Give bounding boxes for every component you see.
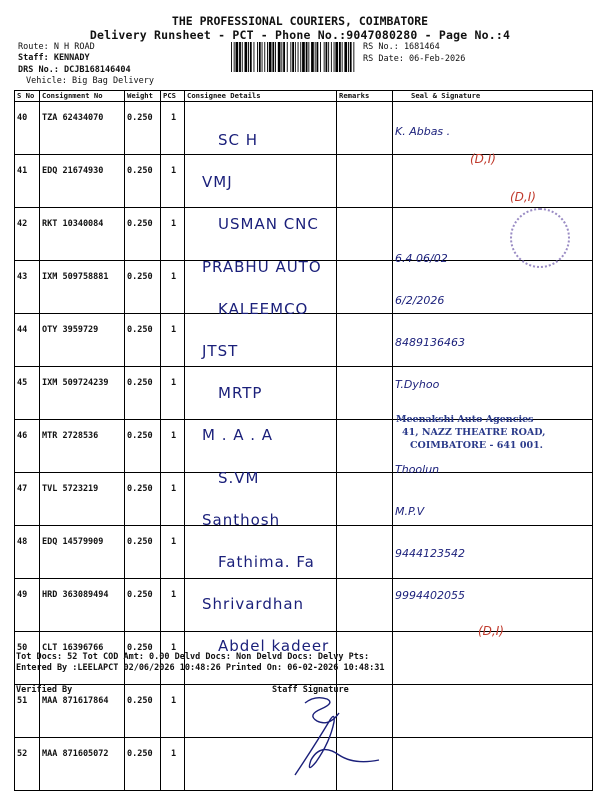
col-remarks: Remarks <box>337 91 393 102</box>
barcode-icon <box>231 42 357 72</box>
row-consignment: IXM 509724239 <box>40 367 125 420</box>
barcode-bar <box>342 42 343 72</box>
consignee-handwritten-name: Fathima. Fa <box>218 553 315 571</box>
row-remarks <box>337 208 393 261</box>
table-header-row <box>15 91 593 102</box>
consignee-handwritten-name: S.VM <box>218 468 260 487</box>
staff-label: Staff: KENNADY <box>18 53 90 63</box>
row-pcs: 1 <box>161 579 185 632</box>
barcode-bar <box>283 42 285 72</box>
row-sno: 40 <box>15 102 40 155</box>
row-sno: 41 <box>15 155 40 208</box>
barcode-bar <box>262 42 263 72</box>
verified-by-label: Verified By <box>16 685 73 695</box>
row-pcs: 1 <box>161 367 185 420</box>
row-pcs: 1 <box>161 102 185 155</box>
row-consignment: OTY 3959729 <box>40 314 125 367</box>
receiver-signature: T.Dyhoo <box>395 378 440 392</box>
row-weight: 0.250 <box>125 208 161 261</box>
staff-signature-label: Staff Signature <box>272 685 349 695</box>
barcode-bar <box>302 42 305 72</box>
row-sno: 46 <box>15 420 40 473</box>
col-seal: Seal & Signature <box>393 91 593 102</box>
barcode-bar <box>344 42 347 72</box>
row-consignment: MAA 871617864 <box>40 685 125 738</box>
col-pcs: PCS <box>161 91 185 102</box>
drs-label: DRS No.: DCJB168146404 <box>18 65 131 75</box>
footer-entered: Entered By :LEELAPCT 02/06/2026 10:48:26 Printed On: 06-02-2026 10:48:31 <box>16 663 385 673</box>
barcode-bar <box>234 42 235 72</box>
row-weight: 0.250 <box>125 685 161 738</box>
agency-stamp <box>396 413 545 452</box>
consignee-handwritten-name: VMJ <box>202 173 233 192</box>
row-remarks <box>337 473 393 526</box>
barcode-bar <box>239 42 241 72</box>
receiver-signature: 6/2/2026 <box>395 293 445 307</box>
receiver-signature: 9444123542 <box>395 547 465 560</box>
row-weight: 0.250 <box>125 261 161 314</box>
stamp-line-2: 41, NAZZ THEATRE ROAD, <box>402 427 546 438</box>
barcode-bar <box>306 42 308 72</box>
row-remarks <box>337 579 393 632</box>
row-remarks <box>337 526 393 579</box>
row-consignee <box>185 102 337 155</box>
barcode-bar <box>311 42 314 72</box>
barcode-bar <box>335 42 338 72</box>
row-pcs: 1 <box>161 738 185 791</box>
row-sno: 47 <box>15 473 40 526</box>
consignee-handwritten-name: SC H <box>218 131 259 149</box>
row-weight: 0.250 <box>125 155 161 208</box>
barcode-bar <box>236 42 239 72</box>
consignee-handwritten-name: MRTP <box>218 384 263 403</box>
barcode-bar <box>353 42 354 72</box>
row-remarks <box>337 155 393 208</box>
receiver-signature: Thoolun <box>395 462 440 476</box>
red-mark-icon: (D,I) <box>470 152 496 166</box>
staff-signature-icon <box>285 693 395 788</box>
barcode-bar <box>339 42 341 72</box>
consignee-handwritten-name: PRABHU AUTO <box>202 257 322 276</box>
row-weight: 0.250 <box>125 367 161 420</box>
row-pcs: 1 <box>161 261 185 314</box>
barcode-bar <box>308 42 309 72</box>
table-row <box>15 367 593 420</box>
row-consignment: EDQ 14579909 <box>40 526 125 579</box>
barcode-bar <box>281 42 282 72</box>
receiver-signature: 6.4 06/02 <box>395 251 448 265</box>
consignee-handwritten-name: Abdel kadeer <box>218 637 330 656</box>
barcode-bar <box>248 42 249 72</box>
receiver-signature: 9994402055 <box>395 589 465 603</box>
row-consignment: RKT 10340084 <box>40 208 125 261</box>
row-remarks <box>337 420 393 473</box>
row-pcs: 1 <box>161 526 185 579</box>
row-weight: 0.250 <box>125 102 161 155</box>
company-title: THE PROFESSIONAL COURIERS, COIMBATORE <box>171 14 429 28</box>
barcode-bar <box>292 42 294 72</box>
barcode-bar <box>320 42 321 72</box>
row-pcs: 1 <box>161 155 185 208</box>
row-weight: 0.250 <box>125 579 161 632</box>
row-remarks <box>337 314 393 367</box>
row-consignment: MTR 2728536 <box>40 420 125 473</box>
row-weight: 0.250 <box>125 632 161 685</box>
row-pcs: 1 <box>161 314 185 367</box>
row-sno: 42 <box>15 208 40 261</box>
barcode-bar <box>264 42 265 72</box>
stamp-line-1: Meenakshi Auto Agencies <box>396 414 534 425</box>
row-pcs: 1 <box>161 632 185 685</box>
row-sno: 50 <box>15 632 40 685</box>
barcode-bar <box>259 42 261 72</box>
barcode-bar <box>267 42 268 72</box>
row-weight: 0.250 <box>125 526 161 579</box>
receiver-signature: K. Abbas . <box>395 125 451 138</box>
route-label: Route: N H ROAD <box>18 42 95 52</box>
row-weight: 0.250 <box>125 738 161 791</box>
row-consignment: TVL 5723219 <box>40 473 125 526</box>
barcode-bar <box>317 42 319 72</box>
consignee-handwritten-name: M . A . A <box>202 426 274 445</box>
consignee-handwritten-name: JTST <box>202 342 239 360</box>
consignee-handwritten-name: Santhosh <box>202 510 281 529</box>
barcode-bar <box>254 42 255 72</box>
barcode-bar <box>324 42 325 72</box>
col-consignment: Consignment No <box>40 91 125 102</box>
row-weight: 0.250 <box>125 473 161 526</box>
row-consignment: CLT 16396766 <box>40 632 125 685</box>
receiver-signature: 8489136463 <box>395 336 465 349</box>
row-remarks <box>337 102 393 155</box>
red-mark-icon: (D,I) <box>510 190 536 204</box>
row-sno: 49 <box>15 579 40 632</box>
row-consignment: TZA 62434070 <box>40 102 125 155</box>
consignee-handwritten-name: USMAN CNC <box>218 215 319 234</box>
row-sno: 51 <box>15 685 40 738</box>
barcode-bar <box>348 42 349 72</box>
barcode-bar <box>326 42 328 72</box>
row-consignment: EDQ 21674930 <box>40 155 125 208</box>
row-weight: 0.250 <box>125 420 161 473</box>
row-consignment: IXM 509758881 <box>40 261 125 314</box>
rs-date: RS Date: 06-Feb-2026 <box>363 54 466 64</box>
barcode-bar <box>350 42 352 72</box>
row-pcs: 1 <box>161 208 185 261</box>
barcode-bar <box>298 42 299 72</box>
row-seal <box>393 632 593 685</box>
barcode-bar <box>331 42 332 72</box>
table-row <box>15 155 593 208</box>
barcode-bar <box>300 42 301 72</box>
barcode-bar <box>245 42 248 72</box>
barcode-bar <box>295 42 296 72</box>
vehicle-label: Vehicle: Big Bag Delivery <box>26 76 154 86</box>
receiver-signature: M.P.V <box>395 504 425 518</box>
row-remarks <box>337 367 393 420</box>
row-seal <box>393 738 593 791</box>
row-remarks <box>337 261 393 314</box>
seal-stamp-icon <box>510 208 570 268</box>
table-row <box>15 102 593 155</box>
consignee-handwritten-name: KALEEMCO <box>218 299 309 318</box>
barcode-bar <box>278 42 281 72</box>
barcode-bar <box>250 42 252 72</box>
row-consignment: HRD 363089494 <box>40 579 125 632</box>
table-row <box>15 314 593 367</box>
row-pcs: 1 <box>161 420 185 473</box>
col-sno: S No <box>15 91 40 102</box>
row-seal <box>393 367 593 420</box>
row-sno: 48 <box>15 526 40 579</box>
barcode-bar <box>328 42 329 72</box>
barcode-bar <box>315 42 316 72</box>
row-sno: 43 <box>15 261 40 314</box>
col-consignee: Consignee Details <box>185 91 337 102</box>
barcode-bar <box>275 42 276 72</box>
table-row <box>15 473 593 526</box>
footer-totals: Tot Docs: 52 Tot COD Amt: 0.00 Delvd Docs: Non Delvd Docs: Delvy Pts: <box>16 652 370 662</box>
barcode-bar <box>257 42 258 72</box>
barcode-bar <box>287 42 288 72</box>
row-pcs: 1 <box>161 473 185 526</box>
row-seal <box>393 685 593 738</box>
row-pcs: 1 <box>161 685 185 738</box>
stamp-line-3: COIMBATORE - 641 001. <box>410 440 543 451</box>
row-consignment: MAA 871605072 <box>40 738 125 791</box>
row-sno: 44 <box>15 314 40 367</box>
runsheet-subtitle: Delivery Runsheet - PCT - Phone No.:9047080280 - Page No.:4 <box>89 28 511 42</box>
consignee-handwritten-name: Shrivardhan <box>202 595 305 614</box>
barcode-bar <box>231 42 232 72</box>
rs-number: RS No.: 1681464 <box>363 42 440 52</box>
barcode-bar <box>269 42 272 72</box>
barcode-bar <box>272 42 274 72</box>
row-sno: 45 <box>15 367 40 420</box>
barcode-bar <box>334 42 335 72</box>
row-sno: 52 <box>15 738 40 791</box>
red-mark-icon: (D,I) <box>478 624 504 638</box>
barcode-bar <box>290 42 291 72</box>
row-weight: 0.250 <box>125 314 161 367</box>
barcode-bar <box>242 42 243 72</box>
col-weight: Weight <box>125 91 161 102</box>
